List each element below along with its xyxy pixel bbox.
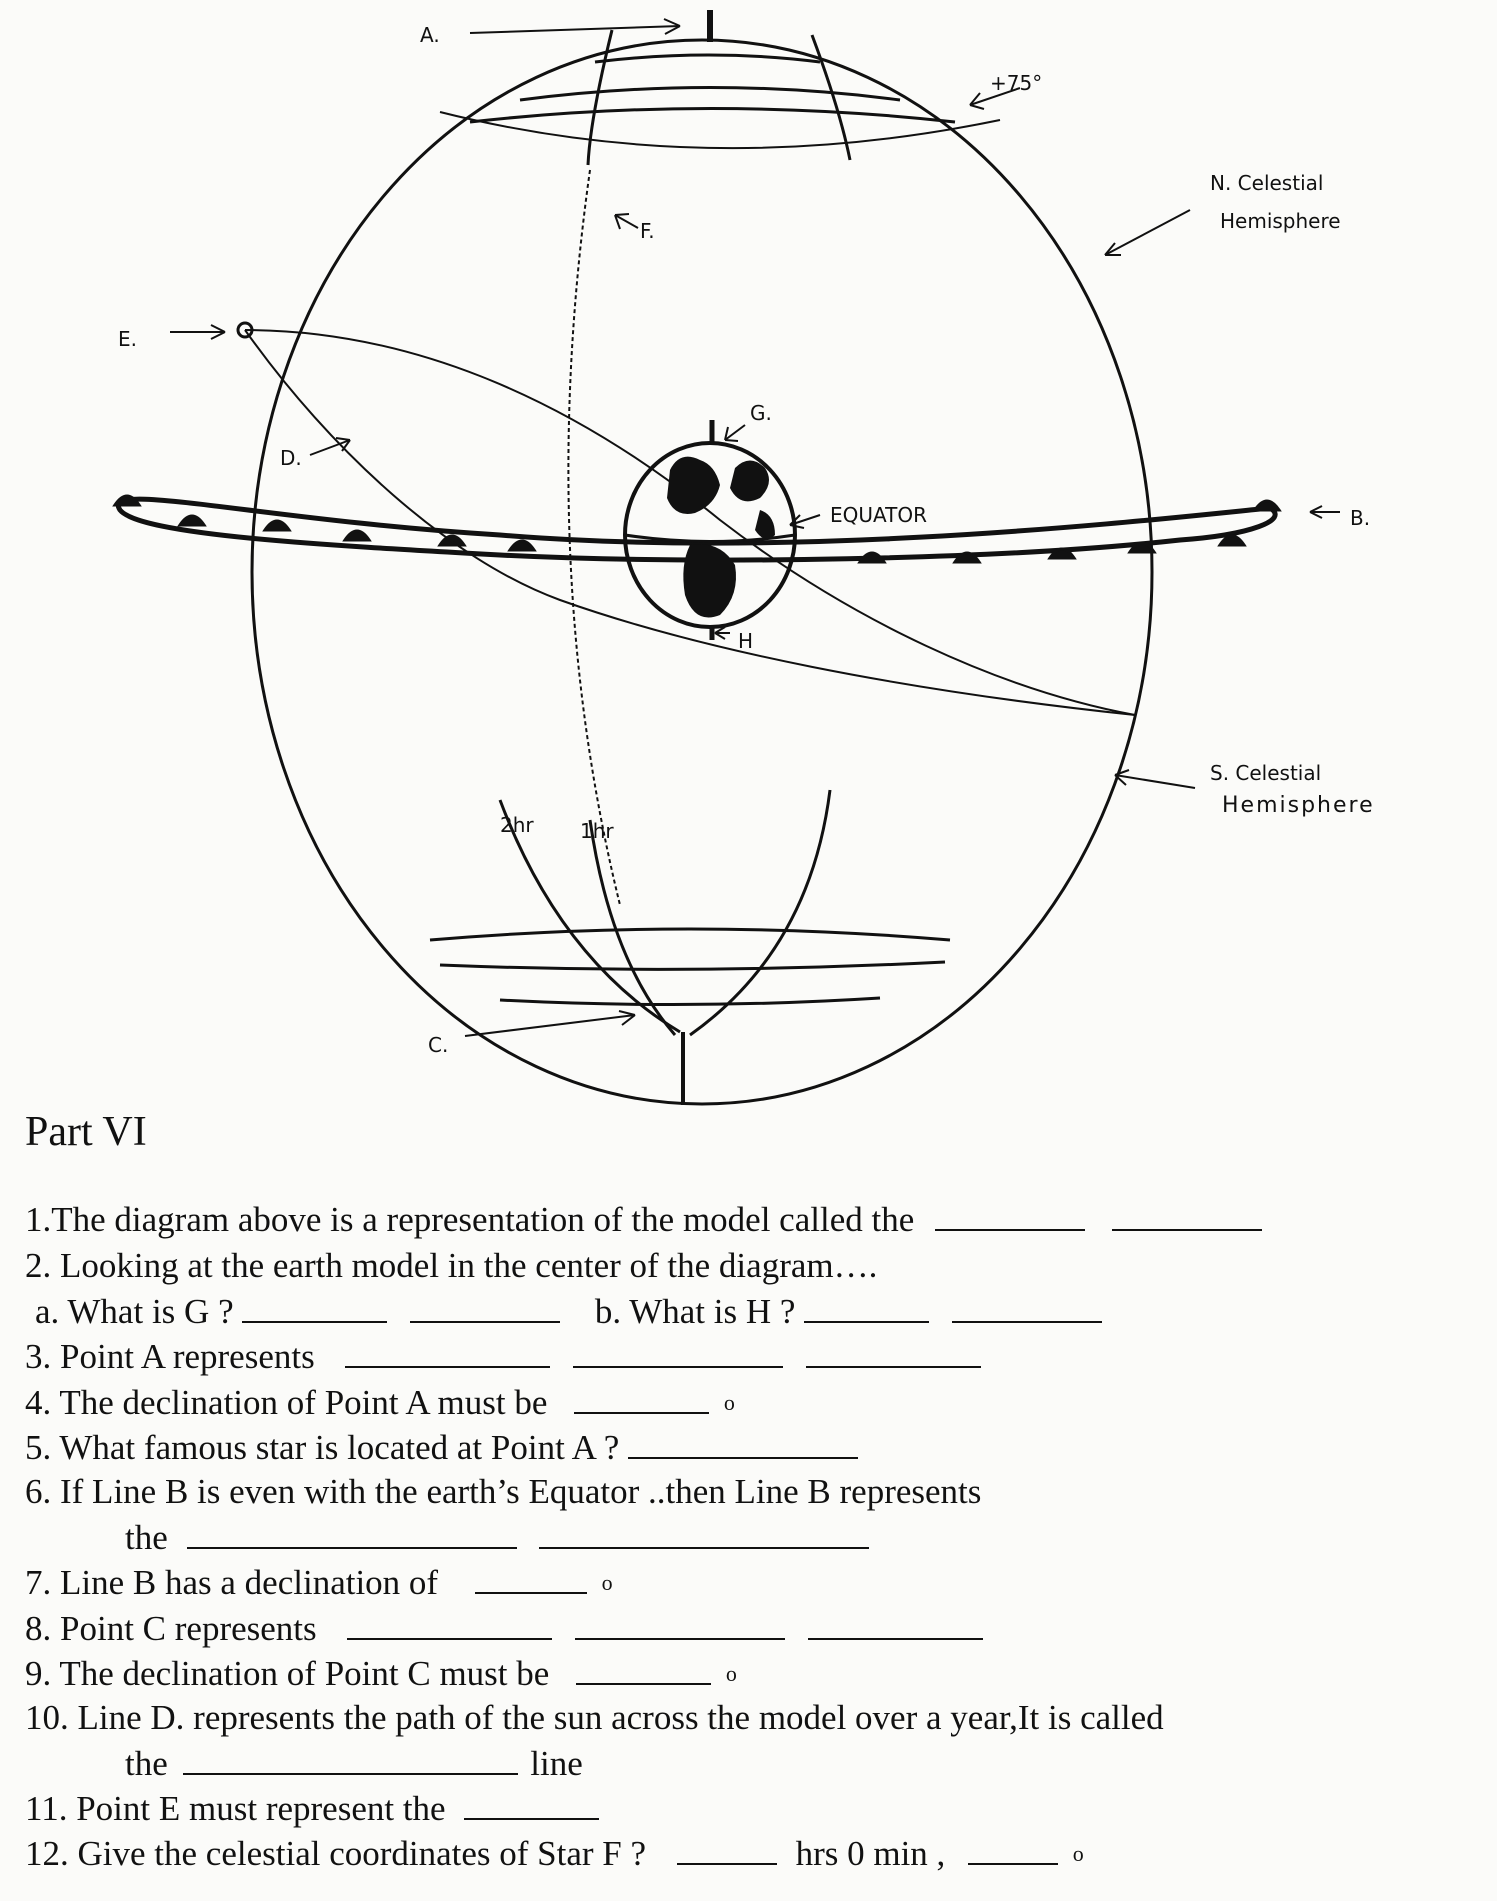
degree-symbol: o bbox=[1072, 1841, 1084, 1866]
north-hour-circle-1 bbox=[588, 30, 612, 165]
question-10-the: the bbox=[125, 1744, 168, 1783]
answer-blank[interactable] bbox=[242, 1293, 387, 1323]
label-1hr: 1hr bbox=[580, 819, 614, 843]
answer-blank[interactable] bbox=[410, 1293, 560, 1323]
label-a: A. bbox=[420, 23, 440, 47]
earth-continents bbox=[667, 457, 775, 618]
answer-blank[interactable] bbox=[575, 1610, 785, 1640]
question-2b-text: b. What is H ? bbox=[594, 1292, 796, 1331]
degree-symbol: o bbox=[725, 1661, 737, 1686]
label-south-hemisphere-2: Hemisphere bbox=[1222, 793, 1375, 818]
question-5-text: 5. What famous star is located at Point A ? bbox=[25, 1428, 620, 1467]
question-8-text: 8. Point C represents bbox=[25, 1609, 317, 1648]
question-6 bbox=[25, 1472, 981, 1512]
label-c: C. bbox=[428, 1033, 449, 1057]
label-equator: EQUATOR bbox=[830, 503, 928, 527]
question-12-text: 12. Give the celestial coordinates of Star F ? bbox=[25, 1834, 647, 1873]
label-h: H bbox=[738, 629, 754, 653]
question-1 bbox=[25, 1200, 1262, 1240]
answer-blank[interactable] bbox=[464, 1790, 599, 1820]
question-1-text: 1.The diagram above is a representation of the model called the bbox=[25, 1200, 915, 1239]
answer-blank[interactable] bbox=[345, 1338, 550, 1368]
answer-blank[interactable] bbox=[806, 1338, 981, 1368]
question-2 bbox=[25, 1246, 877, 1286]
question-9-text: 9. The declination of Point C must be bbox=[25, 1654, 550, 1693]
label-b: B. bbox=[1350, 506, 1371, 530]
part-title: Part VI bbox=[25, 1109, 147, 1155]
question-10-continued bbox=[125, 1744, 583, 1784]
south-dec-circle-2 bbox=[440, 962, 945, 969]
label-south-hemisphere-1: S. Celestial bbox=[1210, 761, 1322, 785]
answer-blank[interactable] bbox=[804, 1293, 929, 1323]
question-12 bbox=[25, 1834, 1084, 1874]
answer-blank[interactable] bbox=[952, 1293, 1102, 1323]
answer-blank[interactable] bbox=[475, 1564, 587, 1594]
answer-blank[interactable] bbox=[573, 1338, 783, 1368]
label-north-hemisphere-2: Hemisphere bbox=[1220, 209, 1341, 233]
answer-blank[interactable] bbox=[347, 1610, 552, 1640]
north-dec-circle-1 bbox=[595, 55, 820, 62]
question-5 bbox=[25, 1428, 858, 1468]
question-7 bbox=[25, 1563, 613, 1603]
answer-blank[interactable] bbox=[808, 1610, 983, 1640]
question-11 bbox=[25, 1789, 599, 1829]
question-10 bbox=[25, 1698, 1164, 1738]
answer-blank[interactable] bbox=[187, 1519, 517, 1549]
question-10-text: 10. Line D. represents the path of the sun across the model over a year,It is called bbox=[25, 1698, 1164, 1737]
answer-blank[interactable] bbox=[628, 1429, 858, 1459]
north-dec-circle-2 bbox=[520, 88, 900, 101]
answer-blank[interactable] bbox=[935, 1201, 1085, 1231]
label-north-hemisphere-1: N. Celestial bbox=[1210, 171, 1324, 195]
question-10-line: line bbox=[530, 1744, 583, 1783]
answer-blank[interactable] bbox=[1112, 1201, 1262, 1231]
north-dec-circle-3 bbox=[470, 109, 955, 123]
question-2-text: 2. Looking at the earth model in the center of the diagram…. bbox=[25, 1246, 878, 1285]
south-dec-circle-3 bbox=[500, 998, 880, 1005]
south-hour-circle-3 bbox=[690, 790, 830, 1035]
pointer-arrows bbox=[170, 19, 1340, 1036]
north-hour-circle-2 bbox=[812, 35, 850, 160]
question-2-parts bbox=[35, 1292, 1102, 1332]
question-3-text: 3. Point A represents bbox=[25, 1337, 315, 1376]
label-f: F. bbox=[640, 219, 655, 243]
question-8 bbox=[25, 1609, 983, 1649]
question-2a-text: a. What is G ? bbox=[35, 1292, 234, 1331]
question-3 bbox=[25, 1337, 981, 1377]
south-dec-circle-1 bbox=[430, 929, 950, 940]
answer-blank[interactable] bbox=[968, 1835, 1058, 1865]
question-7-text: 7. Line B has a declination of bbox=[25, 1563, 439, 1602]
question-6-continued bbox=[125, 1518, 869, 1558]
question-4-text: 4. The declination of Point A must be bbox=[25, 1383, 548, 1422]
question-4 bbox=[25, 1383, 735, 1423]
question-11-text: 11. Point E must represent the bbox=[25, 1789, 446, 1828]
label-g: G. bbox=[750, 401, 772, 425]
question-9 bbox=[25, 1654, 737, 1694]
question-12-hrs: hrs 0 min , bbox=[795, 1834, 946, 1873]
question-6-text: 6. If Line B is even with the earth’s Equator ..then Line B represents bbox=[25, 1472, 982, 1511]
answer-blank[interactable] bbox=[677, 1835, 777, 1865]
label-2hr: 2hr bbox=[500, 813, 534, 837]
answer-blank[interactable] bbox=[576, 1655, 711, 1685]
label-d: D. bbox=[280, 446, 302, 470]
label-plus75: +75° bbox=[990, 71, 1043, 95]
label-e: E. bbox=[118, 327, 137, 351]
degree-symbol: o bbox=[723, 1390, 735, 1415]
answer-blank[interactable] bbox=[183, 1745, 518, 1775]
question-6-the: the bbox=[125, 1518, 168, 1557]
degree-symbol: o bbox=[601, 1570, 613, 1595]
answer-blank[interactable] bbox=[539, 1519, 869, 1549]
answer-blank[interactable] bbox=[574, 1384, 709, 1414]
